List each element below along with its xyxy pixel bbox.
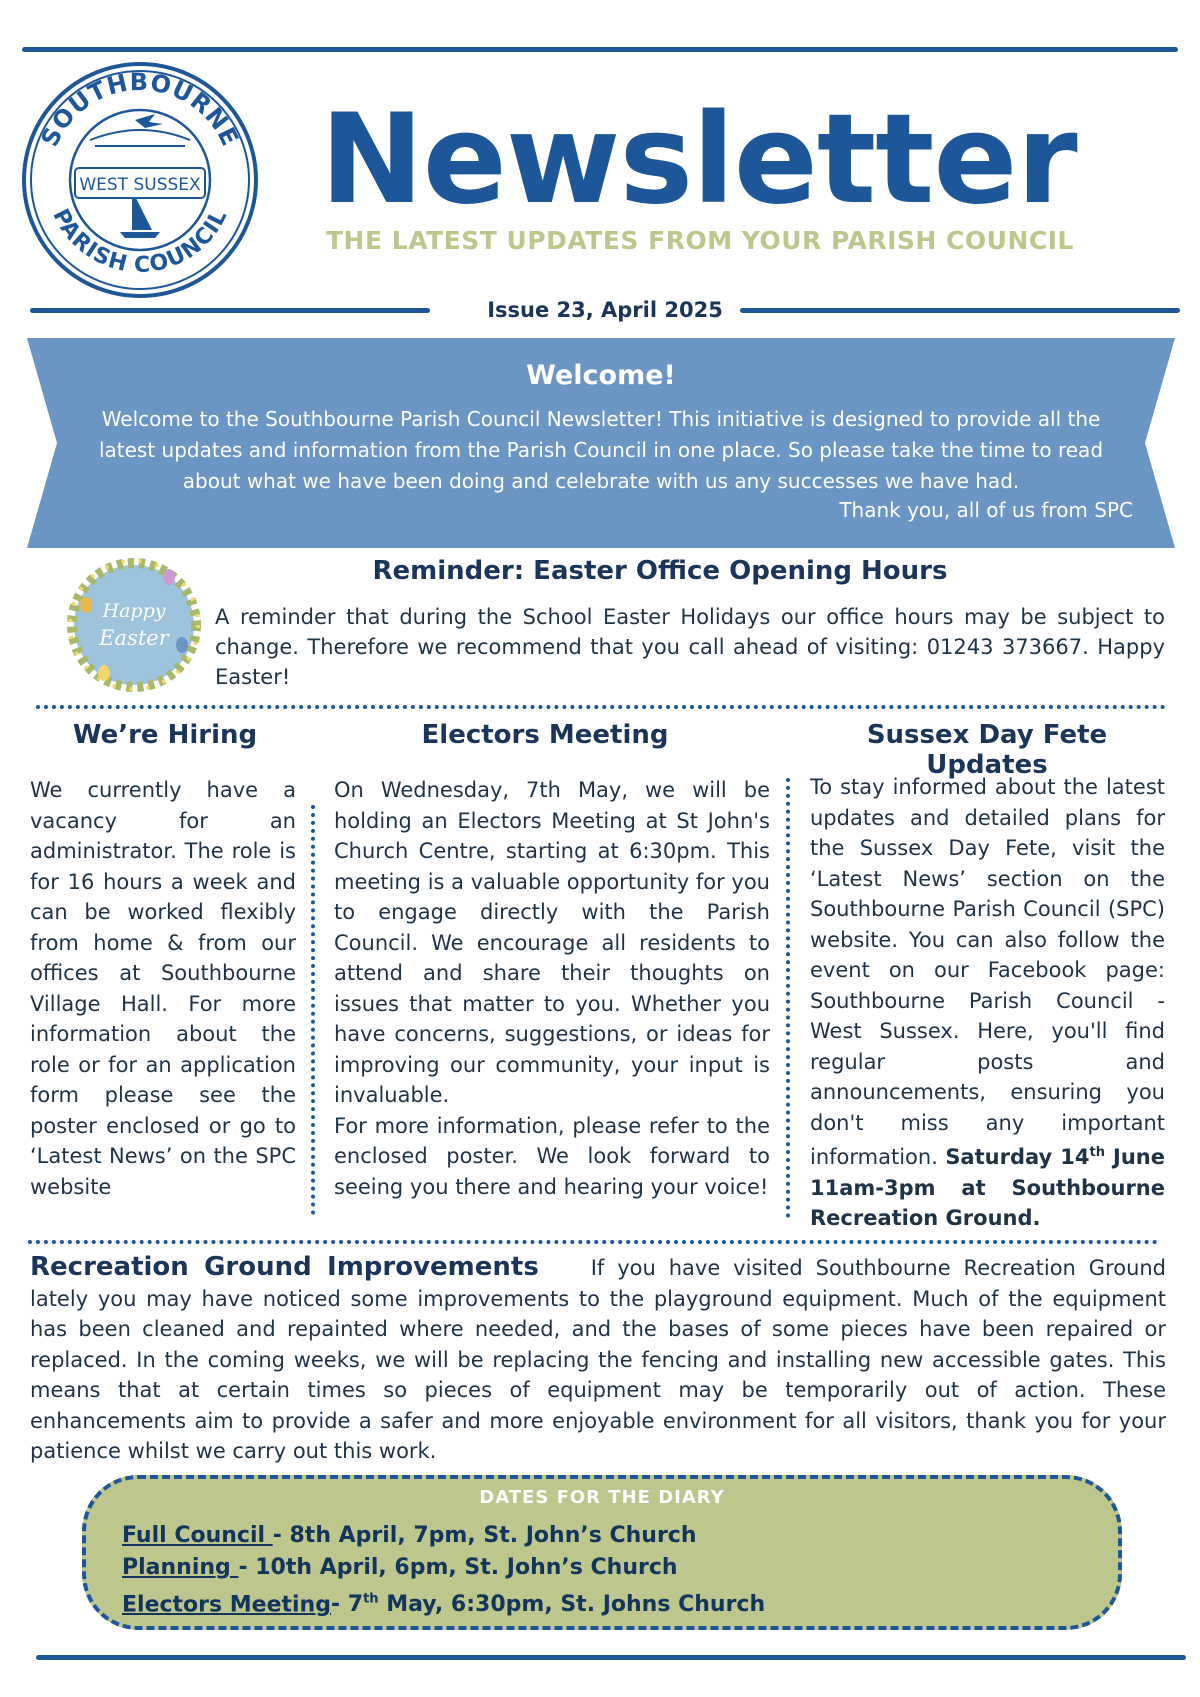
easter-heading: Reminder: Easter Office Opening Hours — [372, 556, 948, 586]
fete-heading: Sussex Day Fete Updates — [866, 720, 1108, 780]
diary-item — [122, 1553, 678, 1583]
electors-body-more: For more information, please refer to the enclosed poster. We look forward to seeing you there and hearing your voice! — [334, 1113, 770, 1199]
issue-row — [30, 295, 1180, 325]
logo-bottom-text: PARISH COUNCIL — [47, 205, 233, 279]
top-rule — [22, 47, 1178, 52]
page-title: Newsletter — [320, 88, 1077, 232]
electors-body-main: On Wednesday, 7th May, we will be holding an Electors Meeting at St John's Church Centre, starting at 6:30pm. This meeting is a valuable opportunity for you to engage directly with the Parish Council. We encourage all residents to attend and share their thoughts on issues that matter to you. Whether you have concerns, suggestions, or ideas for improving our community, your input is invaluable. — [334, 778, 770, 1107]
logo-seal-icon — [20, 60, 260, 300]
hiring-body: We currently have a vacancy for an administrator. The role is for 16 hours a week and can be worked flexibly from home & from our offices at Southbourne Village Hall. For more information about the role or for an application form please see the poster enclosed or go to ‘Latest News’ on the SPC website — [30, 778, 296, 1199]
column-divider-right — [786, 778, 790, 1218]
welcome-title: Welcome! — [526, 360, 676, 391]
easter-body: A reminder that during the School Easter Holidays our office hours may be subject to change. Therefore we recommend that you call ahead of visiting: 01243 373667. Happy Easter! — [215, 605, 1165, 689]
hiring-heading: We’re Hiring — [72, 720, 258, 750]
electors-heading: Electors Meeting — [421, 720, 669, 750]
diary-box — [82, 1475, 1122, 1630]
logo-middle-text: WEST SUSSEX — [79, 175, 201, 195]
fete-event-details: Saturday 14th June 11am-3pm at Southbourne Recreation Ground. — [810, 1145, 1165, 1230]
easter-badge-line1: Happy — [102, 600, 166, 622]
column-divider-left — [311, 805, 315, 1215]
diary-item-label: Electors Meeting — [122, 1592, 331, 1618]
diary-item-label: Full Council — [122, 1523, 273, 1548]
diary-item — [122, 1521, 697, 1551]
recreation-body: If you have visited Southbourne Recreation Ground lately you may have noticed some improvements to the playground equipment. Much of the equipment has been cleaned and repainted where needed, and the bases of some pieces have been repaired or replaced. In the coming weeks, we will be replacing the fencing and installing new accessible gates. This means that at certain times so pieces of equipment may be temporarily out of action. These enhancements aim to provide a safer and more enjoyable environment for all visitors, thank you for your patience whilst we carry out this work. — [30, 1256, 1167, 1463]
diary-item — [122, 1585, 765, 1620]
welcome-signoff: Thank you, all of us from SPC — [839, 498, 1133, 522]
diary-title: DATES FOR THE DIARY — [479, 1487, 725, 1508]
fete-body — [810, 772, 1165, 1234]
diary-item-detail: - 8th April, 7pm, St. John’s Church — [272, 1523, 697, 1548]
dotted-divider-2 — [28, 1240, 1158, 1244]
easter-badge-line2: Easter — [99, 626, 169, 650]
bottom-rule — [36, 1655, 1186, 1660]
tagline: THE LATEST UPDATES FROM YOUR PARISH COUNCIL — [326, 226, 1074, 255]
diary-item-detail: - 7th May, 6:30pm, St. Johns Church — [330, 1592, 766, 1618]
easter-wreath — [64, 555, 204, 695]
dotted-divider — [36, 705, 1166, 709]
electors-body — [334, 775, 770, 1202]
diary-item-label: Planning — [122, 1555, 239, 1580]
recreation-section — [30, 1252, 1166, 1467]
diary-item-detail: - 10th April, 6pm, St. John’s Church — [238, 1555, 678, 1580]
council-logo — [20, 60, 260, 300]
welcome-body: Welcome to the Southbourne Parish Council Newsletter! This initiative is designed to provide all the latest updates and information from the Parish Council in one place. So please take the time to read about what we have been doing and celebrate with us any successes we have had. — [98, 407, 1104, 493]
issue-label: Issue 23, April 2025 — [479, 298, 731, 322]
easter-wreath-icon — [64, 555, 204, 695]
recreation-heading: Recreation Ground Improvements — [30, 1252, 539, 1282]
welcome-banner — [27, 338, 1175, 548]
fete-body-main: To stay informed about the latest updates and detailed plans for the Sussex Day Fete, visit the ‘Latest News’ section on the Southbourne Parish Council (SPC) website. You can also follow the event on our Facebook page: Southbourne Parish Council - West Sussex. Here, you'll find regular posts and announcements, ensuring you don't miss any important information. — [810, 775, 1165, 1169]
logo-top-text: SOUTHBOURNE — [35, 67, 245, 151]
